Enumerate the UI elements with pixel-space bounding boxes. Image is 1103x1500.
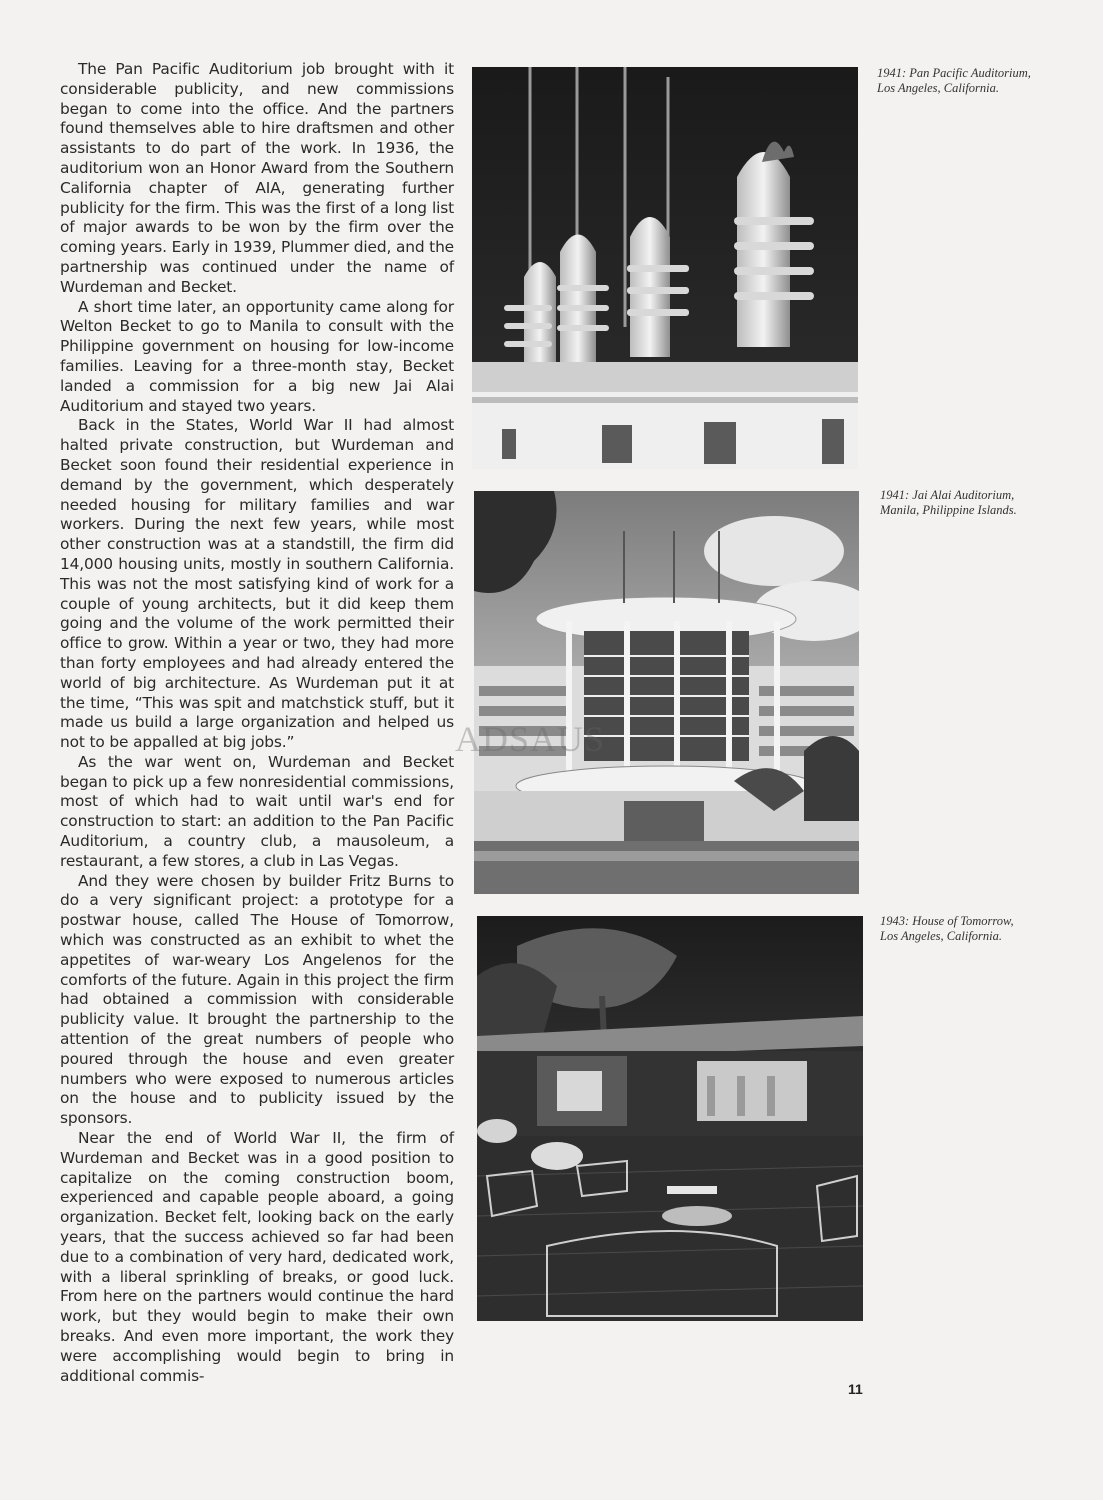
pan-pacific-auditorium-photo: [472, 67, 858, 469]
paragraph: Near the end of World War II, the firm of Wurdeman and Becket was in a good position to capitalize on the coming construction boom, experienced and capable people aboard, a going organization. Becket felt, looking back on the early years, that the success achieved so far had been due to a combination of very hard, dedicated work, with a liberal sprinkling of breaks, or good luck. From here on the partners would continue the hard work, but they would begin to make their own breaks. And even more important, the work they were accomplishing would begin to bring in additional commis-: [60, 1129, 454, 1385]
paragraph: The Pan Pacific Auditorium job brought with it considerable publicity, and new commissions began to come into the office. And the partners found themselves able to hire draftsmen and other assistants to do part of the work. In 1936, the auditorium won an Honor Award from the Southern California chapter of AIA, generating further publicity for the firm. This was the first of a long list of major awards to be won by the firm over the coming years. Early in 1939, Plummer died, and the partnership was continued under the name of Wurdeman and Becket.: [60, 60, 454, 296]
caption-line: Los Angeles, California.: [880, 929, 1003, 943]
photo-caption: [877, 66, 1077, 96]
jai-alai-auditorium-photo: [474, 491, 859, 894]
paragraph: And they were chosen by builder Fritz Burns to do a very significant project: a prototype for a postwar house, called The House of Tomorrow, which was constructed as an exhibit to whet the appetites of war-weary Los Angelenos for the comforts of the future. Again in this project the firm had obtained a commission with considerable publicity value. It brought the partnership to the attention of the great numbers of people who poured through the house and even greater numbers who were exposed to numerous articles on the house and to publicity issued by the sponsors.: [60, 871, 454, 1128]
paragraph: Back in the States, World War II had almost halted private construction, but Wurdeman and Becket soon found their residential experience in demand by the government, which desperately needed housing for military families and war workers. During the next few years, while most other construction was at a standstill, the firm did 14,000 housing units, mostly in southern California. This was not the most satisfying kind of work for a couple of young architects, but it did keep them going and the volume of the work permitted their office to grow. Within a year or two, they had more than forty employees and had already entered the world of big architecture. As Wurdeman put it at the time, “This was spit and matchstick stuff, but it made us build a large organization and helped us not to be appalled at big jobs.”: [60, 416, 454, 752]
caption-line: 1943: House of Tomorrow,: [880, 914, 1014, 928]
watermark: ADSAUS: [455, 719, 606, 759]
photo-caption: [880, 488, 1080, 518]
house-of-tomorrow-photo: [477, 916, 863, 1321]
caption-line: 1941: Jai Alai Auditorium,: [880, 488, 1015, 502]
caption-line: Los Angeles, California.: [877, 81, 1000, 95]
article-body: [60, 60, 454, 1386]
page-number: 11: [848, 1381, 863, 1397]
photo-caption: [880, 914, 1080, 944]
paragraph: A short time later, an opportunity came along for Welton Becket to go to Manila to consult with the Philippine government on housing for low-income families. Leaving for a three-month stay, Becket landed a commission for a big new Jai Alai Auditorium and stayed two years.: [60, 297, 454, 415]
caption-line: 1941: Pan Pacific Auditorium,: [877, 66, 1031, 80]
paragraph: As the war went on, Wurdeman and Becket began to pick up a few nonresidential commissions, most of which had to wait until war's end for construction to start: an addition to the Pan Pacific Auditorium, a country club, a mausoleum, a restaurant, a few stores, a club in Las Vegas.: [60, 752, 454, 870]
caption-line: Manila, Philippine Islands.: [880, 503, 1017, 517]
